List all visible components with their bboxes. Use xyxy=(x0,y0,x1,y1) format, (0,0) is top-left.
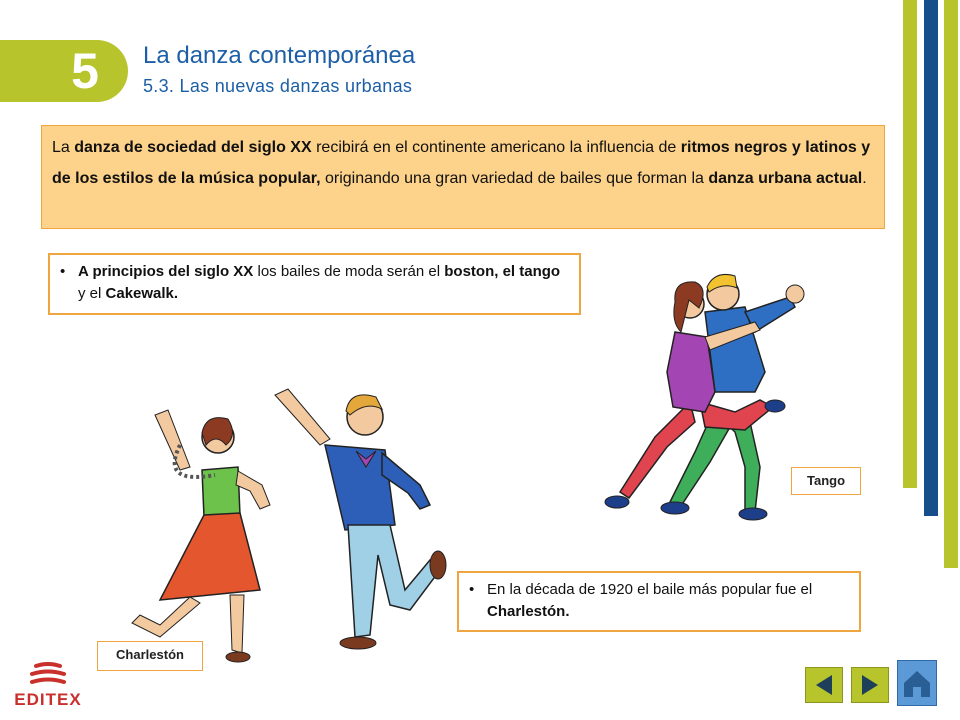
home-icon xyxy=(898,661,936,705)
intro-bold-text: danza de sociedad del siglo XX xyxy=(74,139,312,156)
chapter-number: 5 xyxy=(71,43,99,99)
intro-text-box xyxy=(41,125,885,229)
intro-text: La xyxy=(52,139,75,156)
charleston-dancers-illustration xyxy=(120,375,450,675)
bullet-text: En la década de 1920 el baile más popular fue el Charlestón. xyxy=(487,581,813,620)
caption-tango: Tango xyxy=(791,467,861,495)
bullet-box-charleston xyxy=(457,571,861,632)
bullet-dot: • xyxy=(469,581,475,598)
intro-text: originando una gran variedad de bailes que forman la xyxy=(320,170,709,187)
bullet-box-siglo-xx xyxy=(48,253,581,315)
page-subtitle: 5.3. Las nuevas danzas urbanas xyxy=(143,76,413,96)
bullet-dot: • xyxy=(60,263,66,280)
prev-button[interactable] xyxy=(805,667,843,703)
intro-bold-text: danza urbana actual xyxy=(708,170,863,187)
intro-text: . xyxy=(862,170,867,187)
intro-text: recibirá en el continente americano la influencia de xyxy=(311,139,681,156)
next-button[interactable] xyxy=(851,667,889,703)
triangle-right-icon xyxy=(852,668,888,702)
caption-charleston: Charlestón xyxy=(97,641,203,671)
intro-bold-text: ritmos negros y latinos y de los estilos de la música popular, xyxy=(52,139,871,187)
home-button[interactable] xyxy=(897,660,937,706)
triangle-left-icon xyxy=(806,668,842,702)
tango-dancers-illustration xyxy=(595,262,820,524)
editex-logo-mark-icon xyxy=(8,662,88,690)
editex-logo xyxy=(8,662,88,712)
page-title: La danza contemporánea xyxy=(143,42,416,69)
decor-stripe-green-1 xyxy=(903,0,917,488)
editex-logo-text: EDITEX xyxy=(14,690,82,709)
decor-stripe-green-2 xyxy=(944,0,958,568)
decor-stripe-navy xyxy=(924,0,938,516)
bullet-text: A principios del siglo XX los bailes de moda serán el boston, el tango y el Cakewalk. xyxy=(78,263,561,302)
